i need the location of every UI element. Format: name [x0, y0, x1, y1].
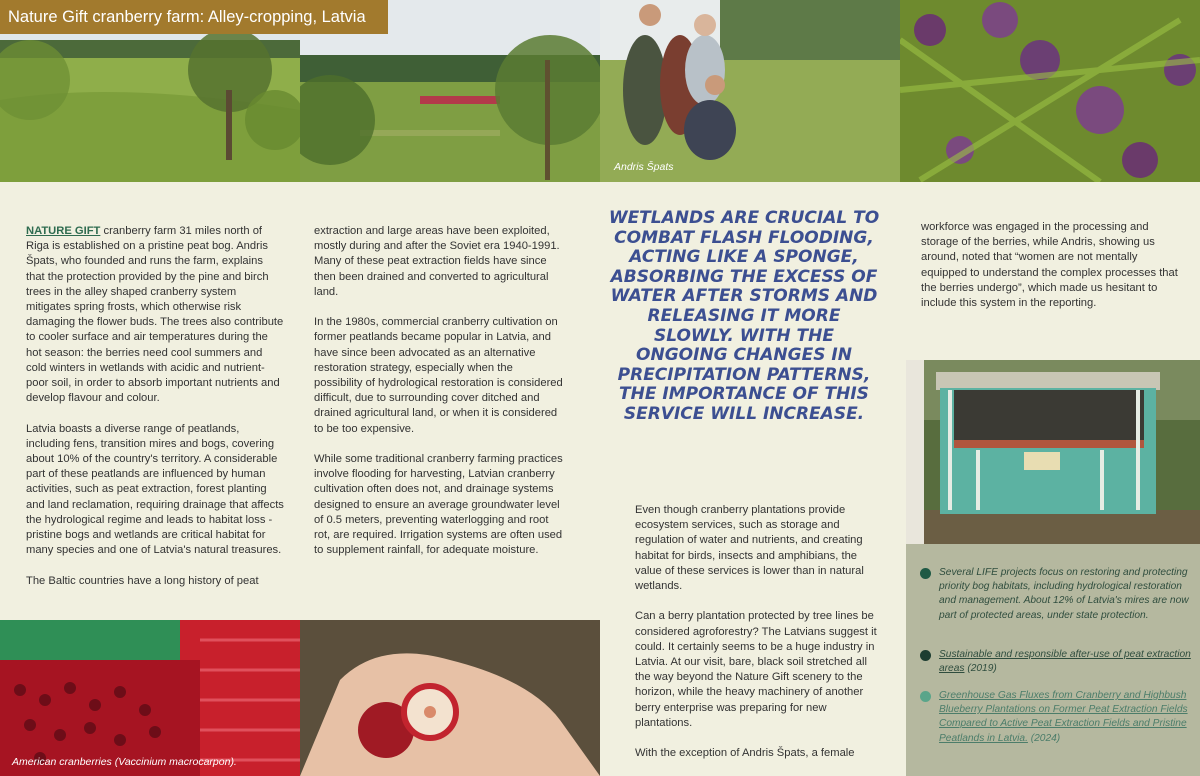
photo-cranberry-in-hand: [300, 620, 600, 776]
reference-greenhouse-gas: [920, 689, 1194, 746]
article-column-3: [635, 503, 883, 776]
paragraph-drainage: While some traditional cranberry farming practices involve flooding for harvesting, Latvian cranberry cultivation often does not, and drainage systems designed to ensure an average groundwater level of 0.5 meters, preventing waterlogging and root rot, are required. Irrigation systems are often used to supplement rainfall, for adequate moisture.: [314, 453, 563, 557]
paragraph-agroforestry: Can a berry plantation protected by tree lines be considered agroforestry? The Latvians suggest it could. It certainly seems to be a huge industry in Latvia. At our visit, bare, black soil stretched all the way beyond the Nature Gift scenery to the horizon, while the heavy machinery of another berry enterprise was preparing for new plantations.: [635, 610, 877, 729]
bullet-dot-icon: [920, 691, 931, 702]
peat-after-use-year: (2019): [964, 663, 997, 675]
paragraph-workforce-end: workforce was engaged in the processing and storage of the berries, while Andris, showing us around, noted that “women are not mentally equipped to understand the complex processes that the berries undergo”, which made us hesitant to include this system in the reporting.: [921, 221, 1178, 310]
reference-greenhouse-gas-text: [939, 689, 1194, 746]
article-column-1: [26, 224, 284, 604]
paragraph-1980s: In the 1980s, commercial cranberry cultivation on former peatlands became popular in Latvia, and have since been advocated as an alternative restoration strategy, especially when the possibility of hydrological restoration is considered difficult, due to surrounding cover ditched and drained agricultural land, or when it is considered to be too expensive.: [314, 316, 563, 435]
paragraph-baltic-history: The Baltic countries have a long history of peat: [26, 574, 259, 587]
greenhouse-gas-year: (2024): [1027, 732, 1061, 744]
reference-peat-after-use: [920, 648, 1194, 676]
pull-quote-wetlands: WETLANDS ARE CRUCIAL TO COMBAT FLASH FLOODING, ACTING LIKE A SPONGE, ABSORBING THE EXCESS OF WATER AFTER STORMS AND RELEASING IT MORE SLOWLY. WITH THE ONGOING CHANGES IN PRECIPITATION PATTERNS, THE IMPORTANCE OF THIS SERVICE WILL INCREASE.: [608, 208, 880, 424]
paragraph-ecosystem-services: Even though cranberry plantations provide ecosystem services, such as storage and regulation of water and nutrients, and creating habitat for birds, insects and amphibians, the value of these services is lower than in natural wetlands.: [635, 504, 864, 593]
photo-cranberries-on-vine: [900, 0, 1200, 182]
photo-caption-cranberries: American cranberries (Vaccinium macrocarpon).: [12, 756, 237, 768]
photo-cranberry-crates: [0, 620, 300, 776]
paragraph-intro-text: cranberry farm 31 miles north of Riga is established on a pristine peat bog. Andris Špats, who founded and runs the farm, explains that the protection provided by the pine and birch trees in the alley shaped cranberry system mitigates spring frosts, which otherwise risk damaging the flower buds. The trees also contribute to cooler surface and air temperatures during the hot season: the berries need cool summers and cold winters in wetlands with acidic and nutrient-poor soil, in order to absorb important nutrients and develop flavour and colour.: [26, 225, 284, 405]
article-column-4: [921, 220, 1181, 326]
bullet-dot-icon: [920, 568, 931, 579]
page-title: Nature Gift cranberry farm: Alley-cropping, Latvia: [0, 0, 388, 34]
paragraph-intro: [26, 224, 284, 406]
paragraph-workforce-start: With the exception of Andris Špats, a female: [635, 747, 855, 760]
paragraph-peatlands: Latvia boasts a diverse range of peatlands, including fens, transition mires and bogs, covering about 10% of the country's territory. A considerable part of these peatlands are influenced by human activities, such as peat extraction, forest planting and land reclamation, requiring drainage that affects the hydrological regime and leads to habitat loss - pristine bogs and wetlands are critical habitat for many species and one of Latvia's natural treasures.: [26, 422, 284, 557]
bullet-dot-icon: [920, 650, 931, 661]
peat-after-use-link[interactable]: Sustainable and responsible after-use of peat extraction areas: [939, 649, 1191, 675]
photo-farm-stand: [906, 360, 1200, 544]
reference-life-projects-text: Several LIFE projects focus on restoring and protecting priority bog habitats, including hydrological restoration and management. About 12% of Latvia's mires are now part of protected areas, under state protection.: [939, 567, 1189, 621]
paragraph-soviet-era: extraction and large areas have been exploited, mostly during and after the Soviet era 1940-1991. Many of these peat extraction fields have since then been drained and converted to agricultural land.: [314, 225, 560, 298]
reference-peat-after-use-text: [939, 648, 1194, 676]
greenhouse-gas-link[interactable]: Greenhouse Gas Fluxes from Cranberry and Highbush Blueberry Plantations on Former Peat Extraction Fields Compared to Active Peat Extraction Fields and Pristine Peatlands in Latvia.: [939, 690, 1188, 744]
photo-caption-andris: Andris Špats: [614, 161, 674, 173]
nature-gift-link[interactable]: NATURE GIFT: [26, 225, 101, 237]
article-column-2: [314, 224, 564, 574]
reference-life-projects: [920, 566, 1194, 623]
references-panel: [906, 544, 1200, 776]
photo-farm-visitors: [600, 0, 900, 182]
